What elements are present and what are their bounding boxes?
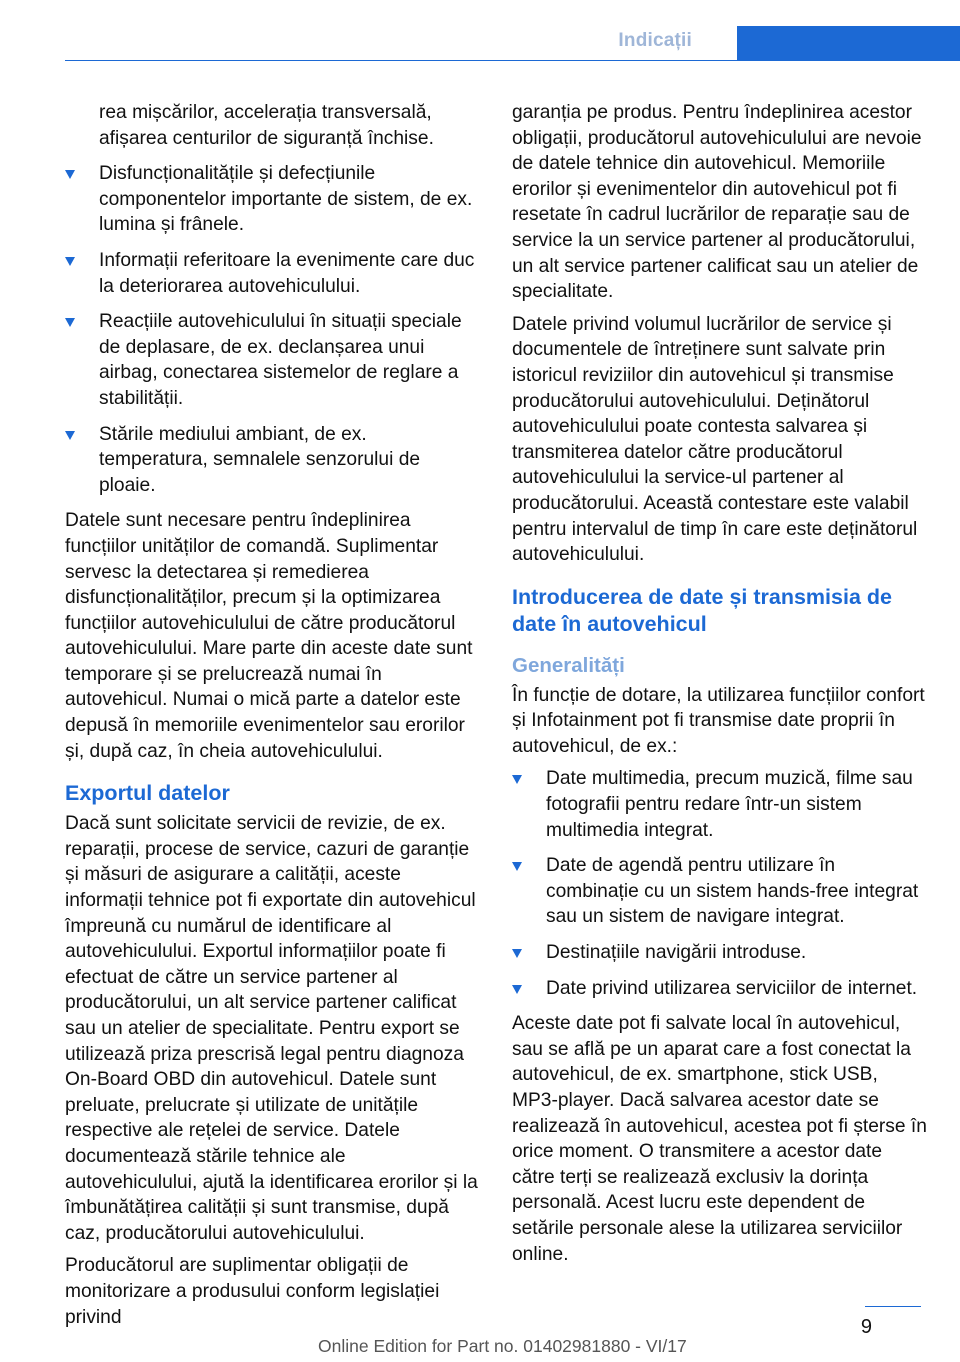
paragraph: Datele privind volumul lucrărilor de service și documentele de întreținere sunt salvate prin istoricul reviziilor din autovehicul și transmise producătorului autovehiculului. Deținătorul autovehiculului poate contesta salvarea și transmiterea datelor către producătorul autovehiculului la service-ul partener al producătorului. Această contestare este valabil pentru intervalul de timp în care este deținătorul autovehiculului.: [512, 313, 918, 566]
triangle-bullet-icon: [65, 170, 75, 179]
triangle-bullet-icon: [65, 318, 75, 327]
triangle-bullet-icon: [65, 257, 75, 266]
triangle-bullet-icon: [512, 949, 522, 958]
triangle-bullet-icon: [65, 431, 75, 440]
header-rule: [65, 60, 960, 61]
triangle-bullet-icon: [512, 862, 522, 871]
bullet-continuation: rea mișcărilor, accelerația transversală, afișarea centurilor de siguranță închise.: [99, 102, 434, 149]
list-item: Date privind utilizarea serviciilor de internet.: [512, 976, 927, 1002]
header-accent-bar: [737, 26, 960, 60]
list-item: Destinațiile navigării introduse.: [512, 940, 927, 966]
page-number: 9: [860, 1316, 872, 1338]
paragraph: Producătorul are suplimentar obligații de monitorizare a produsului conform legislației privind: [65, 1255, 440, 1328]
list-item: Disfuncționalitățile și defecțiunile componentelor importante de sistem, de ex. lumina și frânele.: [65, 161, 480, 238]
triangle-bullet-icon: [512, 985, 522, 994]
right-bullet-list: [512, 766, 927, 1001]
footer-rule: [865, 1306, 921, 1307]
heading-data-input: Introducerea de date și transmisia de date în autovehicul: [512, 584, 892, 636]
left-column: [65, 100, 480, 1337]
subheading-general: Generalități: [512, 653, 625, 677]
triangle-bullet-icon: [512, 775, 522, 784]
paragraph: Aceste date pot fi salvate local în autovehicul, sau se află pe un aparat care a fost conectat la autovehicul, de ex. smartphone, stick USB, MP3-player. Dacă salvarea acestor date se realizează în autovehicul, acestea pot fi șterse în orice moment. O transmitere a acestor date către terți se realizează exclusiv la dorința personală. Acest lucru este dependent de setările personale alese la utilizarea serviciilor online.: [512, 1013, 927, 1265]
edition-text: Online Edition for Part no. 01402981880 - VI/17: [318, 1336, 687, 1356]
list-item: Reacțiile autovehiculului în situații speciale de deplasare, de ex. declanșarea unui airbag, conectarea sistemelor de reglare a stabilității.: [65, 309, 480, 411]
left-bullet-list: [65, 161, 480, 498]
section-title: Indicații: [618, 30, 692, 51]
list-item: Date de agendă pentru utilizare în combinație cu un sistem hands-free integrat sau un sistem de navigare integrat.: [512, 853, 927, 930]
right-column: [512, 100, 927, 1274]
list-item: Stările mediului ambiant, de ex. temperatura, semnalele senzorului de ploaie.: [65, 422, 480, 499]
list-item: Informații referitoare la evenimente care duc la deteriorarea autovehiculului.: [65, 248, 480, 299]
paragraph: Dacă sunt solicitate servicii de revizie, de ex. reparații, procese de service, cazuri de garanție și măsuri de asigurare a calității, aceste informații tehnice pot fi exportate din autovehicul împreună cu numărul de identificare al autovehiculului. Exportul informațiilor poate fi efectuat de către un service partener al producătorului, un alt service partener calificat sau un atelier de specialitate. Pentru export se utilizează priza prescrisă legal pentru diagnoza On-Board OBD din autovehicul. Datele sunt preluate, prelucrate și utilizate de unitățile respective ale rețelei de service. Datele documentează stările tehnice ale autovehiculului, ajută la identificarea erorilor și la îmbunătățirea calității și sunt transmise, după caz, producătorului autovehiculului.: [65, 813, 478, 1244]
heading-export: Exportul datelor: [65, 781, 230, 806]
paragraph: garanția pe produs. Pentru îndeplinirea acestor obligații, producătorul autovehiculului are nevoie de datele tehnice din autovehicul. Memoriile erorilor și evenimentelor din autovehicul pot fi resetate în cadrul lucrărilor de reparație sau de service la un service partener al producătorului, un alt service partener calificat sau un atelier de specialitate.: [512, 102, 922, 303]
list-item: Date multimedia, precum muzică, filme sau fotografii pentru redare într-un sistem multimedia integrat.: [512, 766, 927, 843]
paragraph: În funcție de dotare, la utilizarea funcțiilor confort și Infotainment pot fi transmise date proprii în autovehicul, de ex.:: [512, 684, 925, 757]
paragraph: Datele sunt necesare pentru îndeplinirea funcțiilor unităților de comandă. Suplimentar servesc la detectarea și remedierea disfuncționalităților, precum și la optimizarea funcțiilor autovehiculului de către producătorul autovehiculului. Mare parte din aceste date sunt temporare și se prelucrează numai în autovehicul. Numai o mică parte a datelor este depusă în memoriile evenimentelor sau erorilor și, după caz, în cheia autovehiculului.: [65, 510, 473, 762]
